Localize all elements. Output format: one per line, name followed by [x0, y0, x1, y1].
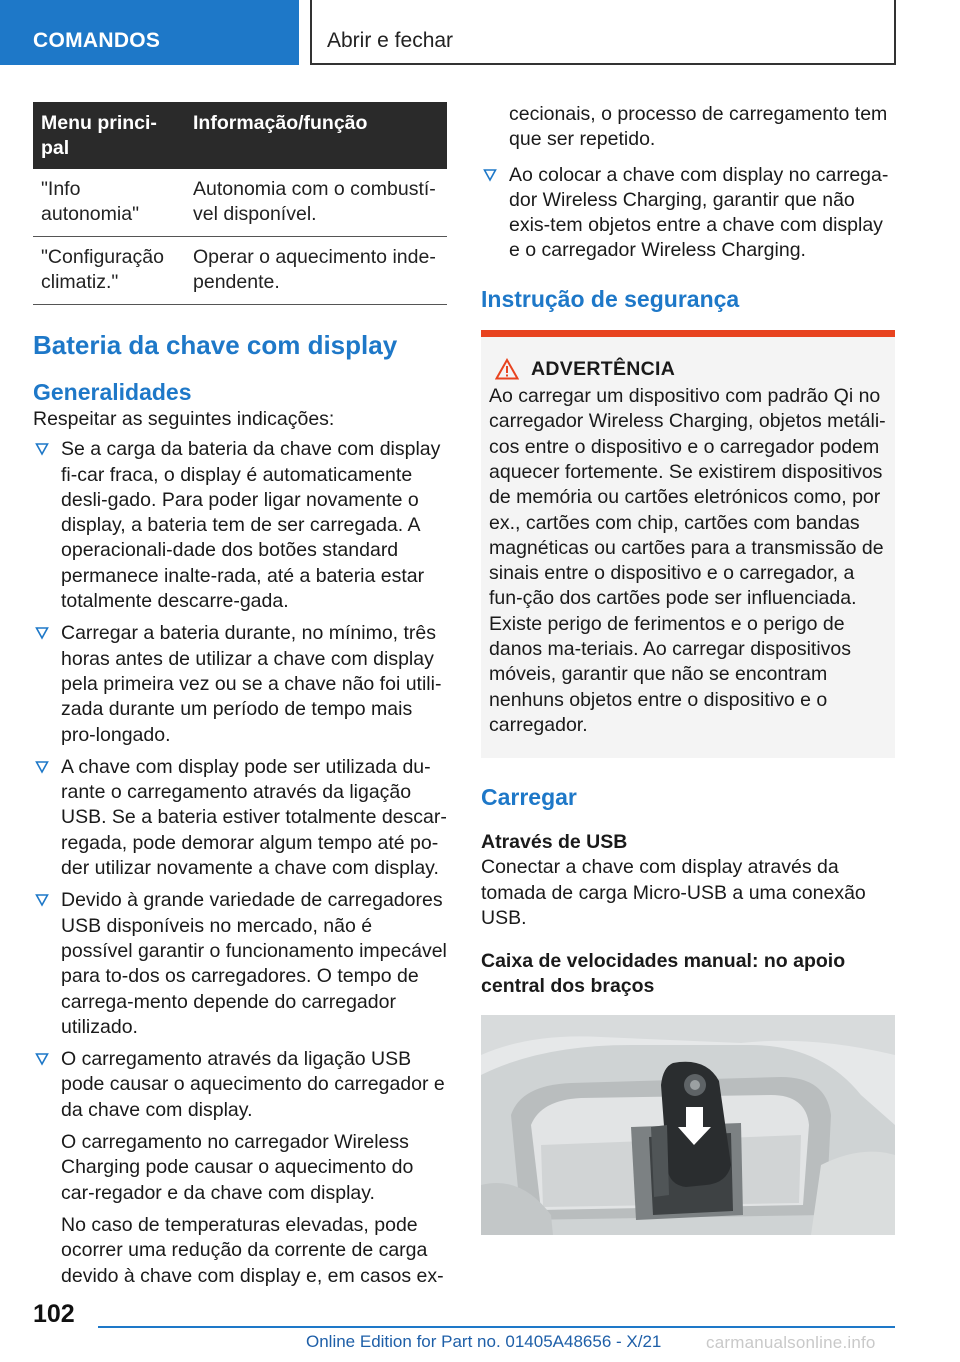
table-cell: Autonomia com o combustí- vel disponível. [185, 169, 447, 237]
usb-title: Através de USB [481, 831, 628, 854]
list-item-text: A chave com display pode ser utilizada du-rante o carregamento através da ligação USB. Se a bateria estiver totalmente descar-regada, pode demorar algum tempo até po-der utilizar novamente a chave com display. [61, 755, 447, 880]
right-column [481, 102, 895, 1235]
list-item [33, 621, 447, 747]
paragraph: O carregamento no carregador Wireless Charging pode causar o aquecimento do car-regador e da chave com display. [61, 1131, 414, 1204]
table-cell: "Configuração climatiz." [33, 237, 185, 305]
list-item [33, 437, 447, 614]
list-item-text: Ao colocar a chave com display no carrega-dor Wireless Charging, garantir que não exis-tem objetos entre a chave com display e o carregador Wireless Charging. [509, 163, 889, 262]
list-item [33, 755, 447, 881]
safety-title: Instrução de segurança [481, 285, 740, 312]
warning-text: Ao carregar um dispositivo com padrão Qi no carregador Wireless Charging, objetos metáli-cos entre o dispositivo e o carregador podem aquecer fortemente. Se existirem dispositivos de memória ou cartões eletrónicos como, por ex., cartões com chip, cartões com bandas magnéticas ou cartões para a transmissão de sinais entre o dispositivo e o carregador, a fun-ção dos cartões pode ser influenciada. Existe perigo de ferimentos e o perigo de danos ma-teriais. Ao carregar dispositivos móveis, garantir que não se encontram nenhuns objetos entre o dispositivo e o carregador. [489, 385, 886, 736]
left-column [33, 102, 447, 1296]
section-title: Bateria da chave com display [33, 330, 398, 360]
intro-text: Respeitar as seguintes indicações: [33, 408, 335, 430]
footer-edition: Online Edition for Part no. 01405A48656 - X/21 [306, 1332, 662, 1351]
armrest-key-photo [481, 1015, 895, 1235]
list-item [33, 888, 447, 1040]
triangle-bullet-icon [483, 168, 497, 182]
subsection-title: Generalidades [33, 379, 192, 405]
list-item [33, 1047, 447, 1123]
table-cell: Operar o aquecimento inde- pendente. [185, 237, 447, 305]
chapter-tab [310, 0, 896, 65]
section-tab [0, 0, 299, 65]
charge-title: Carregar [481, 784, 577, 811]
warning-header [495, 357, 887, 382]
list-item-text: Carregar a bateria durante, no mínimo, três horas antes de utilizar a chave com display pela primeira vez ou se a chave não foi utili-zada durante um período de tempo mais pro-longado. [61, 622, 442, 746]
triangle-bullet-icon [35, 626, 49, 640]
warning-triangle-icon [495, 358, 519, 380]
footer-divider [98, 1326, 895, 1328]
list-item-text: Devido à grande variedade de carregadores USB disponíveis no mercado, não é possível garantir o funcionamento impecável para to-dos os carregadores. O tempo de carrega-mento depende do carregador utilizado. [61, 889, 447, 1038]
gearbox-title: Caixa de velocidades manual: no apoio central dos braços [481, 950, 846, 998]
table-row [33, 237, 447, 305]
section-label: COMANDOS [33, 29, 161, 52]
paragraph: No caso de temperaturas elevadas, pode ocorrer uma redução da corrente de carga devido à chave com display e, em casos ex- [61, 1213, 444, 1287]
table-header-info: Informação/função [185, 102, 447, 169]
triangle-bullet-icon [35, 893, 49, 907]
table-row [33, 169, 447, 237]
triangle-bullet-icon [35, 1052, 49, 1066]
warning-label: ADVERTÊNCIA [531, 357, 676, 380]
usb-text: Conectar a chave com display através da tomada de carga Micro-USB a uma conexão USB. [481, 856, 866, 929]
list-item [481, 163, 895, 264]
warning-box [481, 330, 895, 758]
chapter-label: Abrir e fechar [327, 29, 454, 52]
menu-table [33, 102, 447, 305]
triangle-bullet-icon [35, 760, 49, 774]
bullet-list [481, 163, 895, 264]
page-number: 102 [33, 1300, 75, 1328]
table-header-menu: Menu princi- pal [33, 102, 185, 169]
bullet-list [33, 437, 447, 1123]
list-item-text: O carregamento através da ligação USB pode causar o aquecimento do carregador e da chave com display. [61, 1048, 445, 1121]
paragraph: cecionais, o processo de carregamento tem que ser repetido. [509, 103, 888, 151]
table-cell: "Info autonomia" [33, 169, 185, 237]
watermark: carmanualsonline.info [706, 1333, 876, 1352]
triangle-bullet-icon [35, 442, 49, 456]
list-item-text: Se a carga da bateria da chave com display fi-car fraca, o display é automaticamente desli-gado. Para poder ligar novamente o display, a bateria tem de ser carregada. A operacionali-dade dos botões standard permanece inalte-rada, até a bateria estar totalmente descarre-gada. [61, 438, 441, 613]
